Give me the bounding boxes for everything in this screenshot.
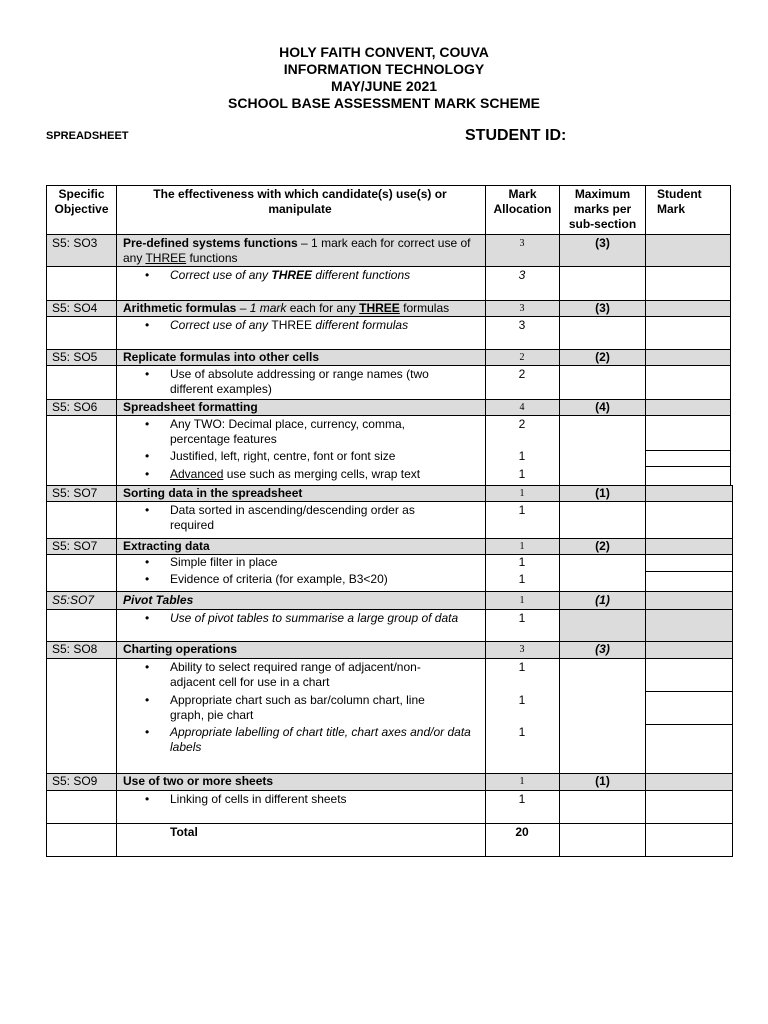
bullet-mark: 3 bbox=[518, 268, 526, 282]
student-id-label: STUDENT ID: bbox=[465, 127, 567, 144]
bullet-mark: 1 bbox=[518, 572, 526, 586]
row-border bbox=[559, 823, 646, 857]
maximum-marks: (3) bbox=[595, 236, 610, 250]
header-student-mark: Student Mark bbox=[657, 187, 702, 216]
row-border bbox=[559, 501, 646, 539]
criterion-title: Pivot Tables bbox=[123, 593, 194, 607]
bullet: • bbox=[145, 503, 150, 517]
bullet-mark: 2 bbox=[518, 367, 526, 381]
bullet: • bbox=[145, 572, 150, 586]
objective-code: S5: SO4 bbox=[52, 301, 98, 315]
maximum-marks: (2) bbox=[595, 539, 610, 553]
bullet: • bbox=[145, 660, 150, 674]
maximum-marks: (1) bbox=[595, 486, 610, 500]
criterion-title: Sorting data in the spreadsheet bbox=[123, 486, 303, 500]
bullet-mark: 1 bbox=[518, 467, 526, 481]
student-mark-cell[interactable] bbox=[645, 790, 733, 824]
bullet-mark: 1 bbox=[518, 792, 526, 806]
mark-allocation: 3 bbox=[519, 238, 525, 249]
objective-code: S5:SO7 bbox=[52, 593, 95, 607]
row-border bbox=[46, 266, 117, 301]
bullet-mark: 3 bbox=[518, 318, 526, 332]
maximum-marks: (3) bbox=[595, 301, 610, 315]
student-mark-cell[interactable] bbox=[645, 724, 733, 774]
row-border bbox=[559, 609, 646, 642]
bullet-mark: 1 bbox=[518, 693, 526, 707]
mark-allocation: 2 bbox=[519, 352, 525, 363]
student-mark-cell[interactable] bbox=[645, 571, 733, 592]
row-border bbox=[559, 316, 646, 350]
subject-title: INFORMATION TECHNOLOGY bbox=[283, 61, 485, 77]
document-title: SCHOOL BASE ASSESSMENT MARK SCHEME bbox=[228, 95, 540, 111]
mark-allocation: 1 bbox=[519, 488, 525, 499]
student-total-cell[interactable] bbox=[645, 823, 733, 857]
row-border bbox=[46, 365, 117, 400]
row-border bbox=[46, 790, 117, 824]
criterion-bullet: Any TWO: Decimal place, currency, comma, percentage features bbox=[170, 417, 405, 446]
student-mark-cell[interactable] bbox=[645, 365, 731, 400]
maximum-marks: (1) bbox=[595, 774, 610, 788]
bullet: • bbox=[145, 693, 150, 707]
row-border bbox=[46, 415, 117, 486]
bullet-mark: 2 bbox=[518, 417, 526, 431]
section-label: SPREADSHEET bbox=[46, 130, 129, 142]
bullet: • bbox=[145, 268, 150, 282]
criterion-bullet: Use of pivot tables to summarise a large group of data bbox=[170, 611, 459, 625]
bullet-mark: 1 bbox=[518, 503, 526, 517]
row-border bbox=[559, 790, 646, 824]
objective-code: S5: SO5 bbox=[52, 350, 98, 364]
row-border bbox=[559, 365, 646, 400]
bullet-mark: 1 bbox=[518, 725, 526, 739]
student-mark-cell[interactable] bbox=[645, 501, 733, 539]
mark-allocation: 1 bbox=[519, 776, 525, 787]
criterion-title: Spreadsheet formatting bbox=[123, 400, 258, 414]
row-border bbox=[46, 501, 117, 539]
criterion-bullet: Simple filter in place bbox=[170, 555, 278, 569]
criterion-bullet: Appropriate labelling of chart title, chart axes and/or data labels bbox=[170, 725, 471, 754]
objective-code: S5: SO9 bbox=[52, 774, 98, 788]
mark-allocation: 3 bbox=[519, 644, 525, 655]
criterion-bullet: Correct use of any THREE different formulas bbox=[170, 318, 409, 332]
maximum-marks: (2) bbox=[595, 350, 610, 364]
criterion-title: Extracting data bbox=[123, 539, 210, 553]
criterion-title: Replicate formulas into other cells bbox=[123, 350, 320, 364]
school-name: HOLY FAITH CONVENT, COUVA bbox=[279, 44, 489, 60]
criterion-title: Pre-defined systems functions – 1 mark each for correct use of any THREE functions bbox=[123, 236, 471, 265]
row-border bbox=[46, 658, 117, 774]
student-mark-cell[interactable] bbox=[645, 466, 731, 486]
objective-code: S5: SO7 bbox=[52, 539, 98, 553]
criterion-title: Use of two or more sheets bbox=[123, 774, 274, 788]
row-border bbox=[46, 609, 117, 642]
bullet: • bbox=[145, 467, 150, 481]
student-mark-cell[interactable] bbox=[645, 658, 733, 692]
bullet: • bbox=[145, 367, 150, 381]
row-border bbox=[46, 316, 117, 350]
bullet: • bbox=[145, 318, 150, 332]
student-mark-cell[interactable] bbox=[645, 450, 731, 467]
exam-session: MAY/JUNE 2021 bbox=[330, 78, 438, 94]
criterion-bullet: Correct use of any THREE different functions bbox=[170, 268, 411, 282]
mark-allocation: 1 bbox=[519, 595, 525, 606]
header-effectiveness: The effectiveness with which candidate(s) use(s) or manipulate bbox=[153, 187, 447, 216]
bullet-mark: 1 bbox=[518, 449, 526, 463]
criterion-title: Arithmetic formulas – 1 mark each for any THREE formulas bbox=[123, 301, 450, 315]
mark-allocation: 1 bbox=[519, 541, 525, 552]
bullet-mark: 1 bbox=[518, 555, 526, 569]
objective-code: S5: SO7 bbox=[52, 486, 98, 500]
row-border bbox=[559, 266, 646, 301]
criterion-bullet: Advanced use such as merging cells, wrap text bbox=[170, 467, 421, 481]
row-border bbox=[559, 415, 646, 486]
bullet-mark: 1 bbox=[518, 660, 526, 674]
row-border bbox=[559, 658, 646, 774]
maximum-marks: (3) bbox=[595, 642, 610, 656]
row-border bbox=[46, 554, 117, 592]
bullet: • bbox=[145, 449, 150, 463]
bullet: • bbox=[145, 555, 150, 569]
criterion-title: Charting operations bbox=[123, 642, 238, 656]
student-mark-cell[interactable] bbox=[645, 609, 733, 642]
header-maximum: Maximum marks per sub-section bbox=[568, 187, 637, 231]
row-border bbox=[559, 554, 646, 592]
mark-allocation: 4 bbox=[519, 402, 525, 413]
criterion-bullet: Ability to select required range of adjacent/non-adjacent cell for use in a chart bbox=[170, 660, 421, 689]
bullet: • bbox=[145, 417, 150, 431]
objective-code: S5: SO8 bbox=[52, 642, 98, 656]
criterion-bullet: Appropriate chart such as bar/column chart, line graph, pie chart bbox=[170, 693, 425, 722]
bullet: • bbox=[145, 611, 150, 625]
bullet-mark: 1 bbox=[518, 611, 526, 625]
student-mark-cell[interactable] bbox=[645, 266, 731, 301]
total-label: Total bbox=[170, 825, 198, 839]
bullet: • bbox=[145, 725, 150, 739]
maximum-marks: (4) bbox=[595, 400, 610, 414]
student-mark-cell[interactable] bbox=[645, 691, 733, 725]
criterion-bullet: Data sorted in ascending/descending order as required bbox=[170, 503, 415, 532]
criterion-bullet: Justified, left, right, centre, font or font size bbox=[170, 449, 396, 463]
total-value: 20 bbox=[515, 825, 529, 839]
objective-code: S5: SO3 bbox=[52, 236, 98, 250]
criterion-bullet: Use of absolute addressing or range names (two different examples) bbox=[170, 367, 429, 396]
criterion-bullet: Evidence of criteria (for example, B3<20) bbox=[170, 572, 388, 586]
mark-allocation: 3 bbox=[519, 303, 525, 314]
row-border bbox=[485, 658, 560, 774]
row-border bbox=[46, 823, 117, 857]
objective-code: S5: SO6 bbox=[52, 400, 98, 414]
maximum-marks: (1) bbox=[595, 593, 610, 607]
header-objective: Specific Objective bbox=[54, 187, 109, 216]
student-mark-cell[interactable] bbox=[645, 316, 731, 350]
criterion-bullet: Linking of cells in different sheets bbox=[170, 792, 347, 806]
header-allocation: Mark Allocation bbox=[493, 187, 552, 216]
bullet: • bbox=[145, 792, 150, 806]
student-mark-cell[interactable] bbox=[645, 415, 731, 451]
student-mark-cell[interactable] bbox=[645, 554, 733, 572]
